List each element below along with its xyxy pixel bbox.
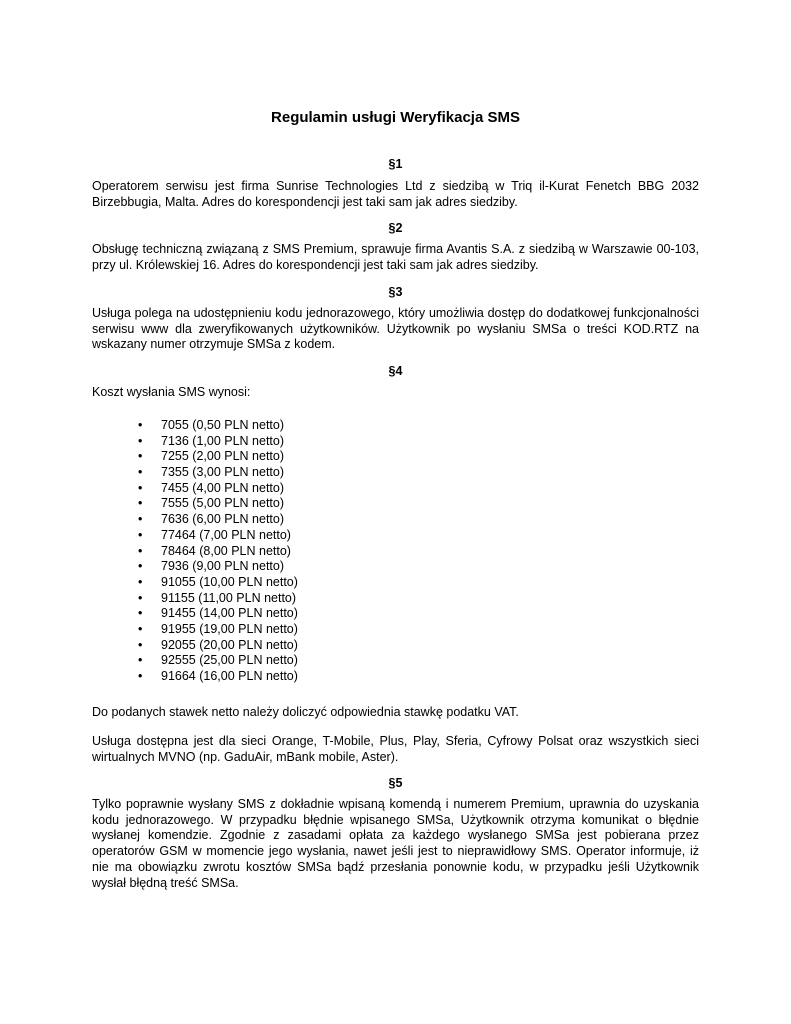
price-list-item-text: 92055 (20,00 PLN netto) xyxy=(161,637,298,652)
bullet-icon: • xyxy=(138,418,143,432)
bullet-icon: • xyxy=(138,669,143,683)
price-list-item xyxy=(92,653,699,669)
price-list-item-text: 91455 (14,00 PLN netto) xyxy=(161,606,298,621)
bullet-icon: • xyxy=(138,527,143,542)
bullet-icon: • xyxy=(138,465,143,480)
price-list-item-text: 7255 (2,00 PLN netto) xyxy=(161,449,284,464)
section-4-heading: §4 xyxy=(388,364,403,378)
bullet-icon: • xyxy=(138,637,143,652)
price-list-item xyxy=(92,496,699,512)
price-list-item-text: 91664 (16,00 PLN netto) xyxy=(161,669,298,683)
section-5-text: Tylko poprawnie wysłany SMS z dokładnie wpisaną komendą i numerem Premium, uprawnia do uzyskania kodu jednorazowego. W przypadku błędnie wpisanego SMSa, Użytkownik otrzyma komunikat o błędnie wysłanej komendzie. Zgodnie z zasadami opłata za każdego wysłanego SMSa jest pobierana przez operatorów GSM w momencie jego wysłania, nawet jeśli jest to nieprawidłowy SMS. Operator informuje, iż nie ma obowiązku zwrotu kosztów SMSa bądź przesłania ponownie kodu, w przypadku jeśli Użytkownik wysłał błędną treść SMSa. xyxy=(92,797,699,890)
section-2-text: Obsługę techniczną związaną z SMS Premium, sprawuje firma Avantis S.A. z siedzibą w Warszawie 00-103, przy ul. Królewskiej 16. Adres do korespondencji jest taki sam jak adres siedziby. xyxy=(92,242,699,272)
document-title: Regulamin usługi Weryfikacja SMS xyxy=(271,109,520,126)
price-list-item xyxy=(92,481,699,497)
price-list-item xyxy=(92,622,699,638)
price-list-item xyxy=(92,528,699,544)
price-list-item-text: 78464 (8,00 PLN netto) xyxy=(161,543,291,558)
section-3-heading: §3 xyxy=(388,285,403,299)
price-list-item xyxy=(92,669,699,685)
price-list-item-text: 91155 (11,00 PLN netto) xyxy=(161,590,297,605)
price-list-item-text: 7636 (6,00 PLN netto) xyxy=(161,512,284,527)
price-list-item-text: 92555 (25,00 PLN netto) xyxy=(161,653,298,668)
bullet-icon: • xyxy=(138,653,143,668)
bullet-icon: • xyxy=(138,512,143,527)
section-4-intro: Koszt wysłania SMS wynosi: xyxy=(92,385,251,399)
bullet-icon: • xyxy=(138,621,143,636)
price-list-item xyxy=(92,512,699,528)
price-list-item-text: 7355 (3,00 PLN netto) xyxy=(161,465,284,480)
bullet-icon: • xyxy=(138,574,143,589)
section-2-heading: §2 xyxy=(388,221,403,235)
vat-note: Do podanych stawek netto należy doliczyć odpowiednia stawkę podatku VAT. xyxy=(92,705,519,719)
price-list-item-text: 7936 (9,00 PLN netto) xyxy=(161,559,284,574)
price-list-item-text: 7136 (1,00 PLN netto) xyxy=(161,433,284,448)
bullet-icon: • xyxy=(138,433,143,448)
price-list xyxy=(92,418,699,685)
networks-note: Usługa dostępna jest dla sieci Orange, T-Mobile, Plus, Play, Sferia, Cyfrowy Polsat oraz wszystkich sieci wirtualnych MVNO (np. GaduAir, mBank mobile, Aster). xyxy=(92,734,699,764)
section-1-text: Operatorem serwisu jest firma Sunrise Technologies Ltd z siedzibą w Triq il-Kurat Fenetch BBG 2032 Birzebbugia, Malta. Adres do korespondencji jest taki sam jak adres siedziby. xyxy=(92,179,699,209)
section-3-text: Usługa polega na udostępnieniu kodu jednorazowego, który umożliwia dostęp do dodatkowej funkcjonalności serwisu www dla zweryfikowanych użytkowników. Użytkownik po wysłaniu SMSa o treści KOD.RTZ na wskazany numer otrzymuje SMSa z kodem. xyxy=(92,306,699,352)
price-list-item xyxy=(92,418,699,434)
price-list-item xyxy=(92,559,699,575)
bullet-icon: • xyxy=(138,606,143,621)
bullet-icon: • xyxy=(138,559,143,574)
price-list-item-text: 7455 (4,00 PLN netto) xyxy=(161,480,284,495)
price-list-item xyxy=(92,434,699,450)
section-1-heading: §1 xyxy=(388,157,403,171)
price-list-item xyxy=(92,449,699,465)
bullet-icon: • xyxy=(138,543,143,558)
section-5-heading: §5 xyxy=(388,776,403,790)
price-list-item-text: 7055 (0,50 PLN netto) xyxy=(161,418,284,432)
bullet-icon: • xyxy=(138,449,143,464)
price-list-item xyxy=(92,465,699,481)
bullet-icon: • xyxy=(138,480,143,495)
price-list-item xyxy=(92,575,699,591)
price-list-item xyxy=(92,544,699,560)
price-list-item-text: 91055 (10,00 PLN netto) xyxy=(161,574,298,589)
price-list-item-text: 7555 (5,00 PLN netto) xyxy=(161,496,284,511)
price-list-item-text: 77464 (7,00 PLN netto) xyxy=(161,527,291,542)
price-list-item xyxy=(92,591,699,607)
bullet-icon: • xyxy=(138,590,143,605)
price-list-item xyxy=(92,638,699,654)
price-list-item-text: 91955 (19,00 PLN netto) xyxy=(161,621,298,636)
price-list-item xyxy=(92,606,699,622)
bullet-icon: • xyxy=(138,496,143,511)
